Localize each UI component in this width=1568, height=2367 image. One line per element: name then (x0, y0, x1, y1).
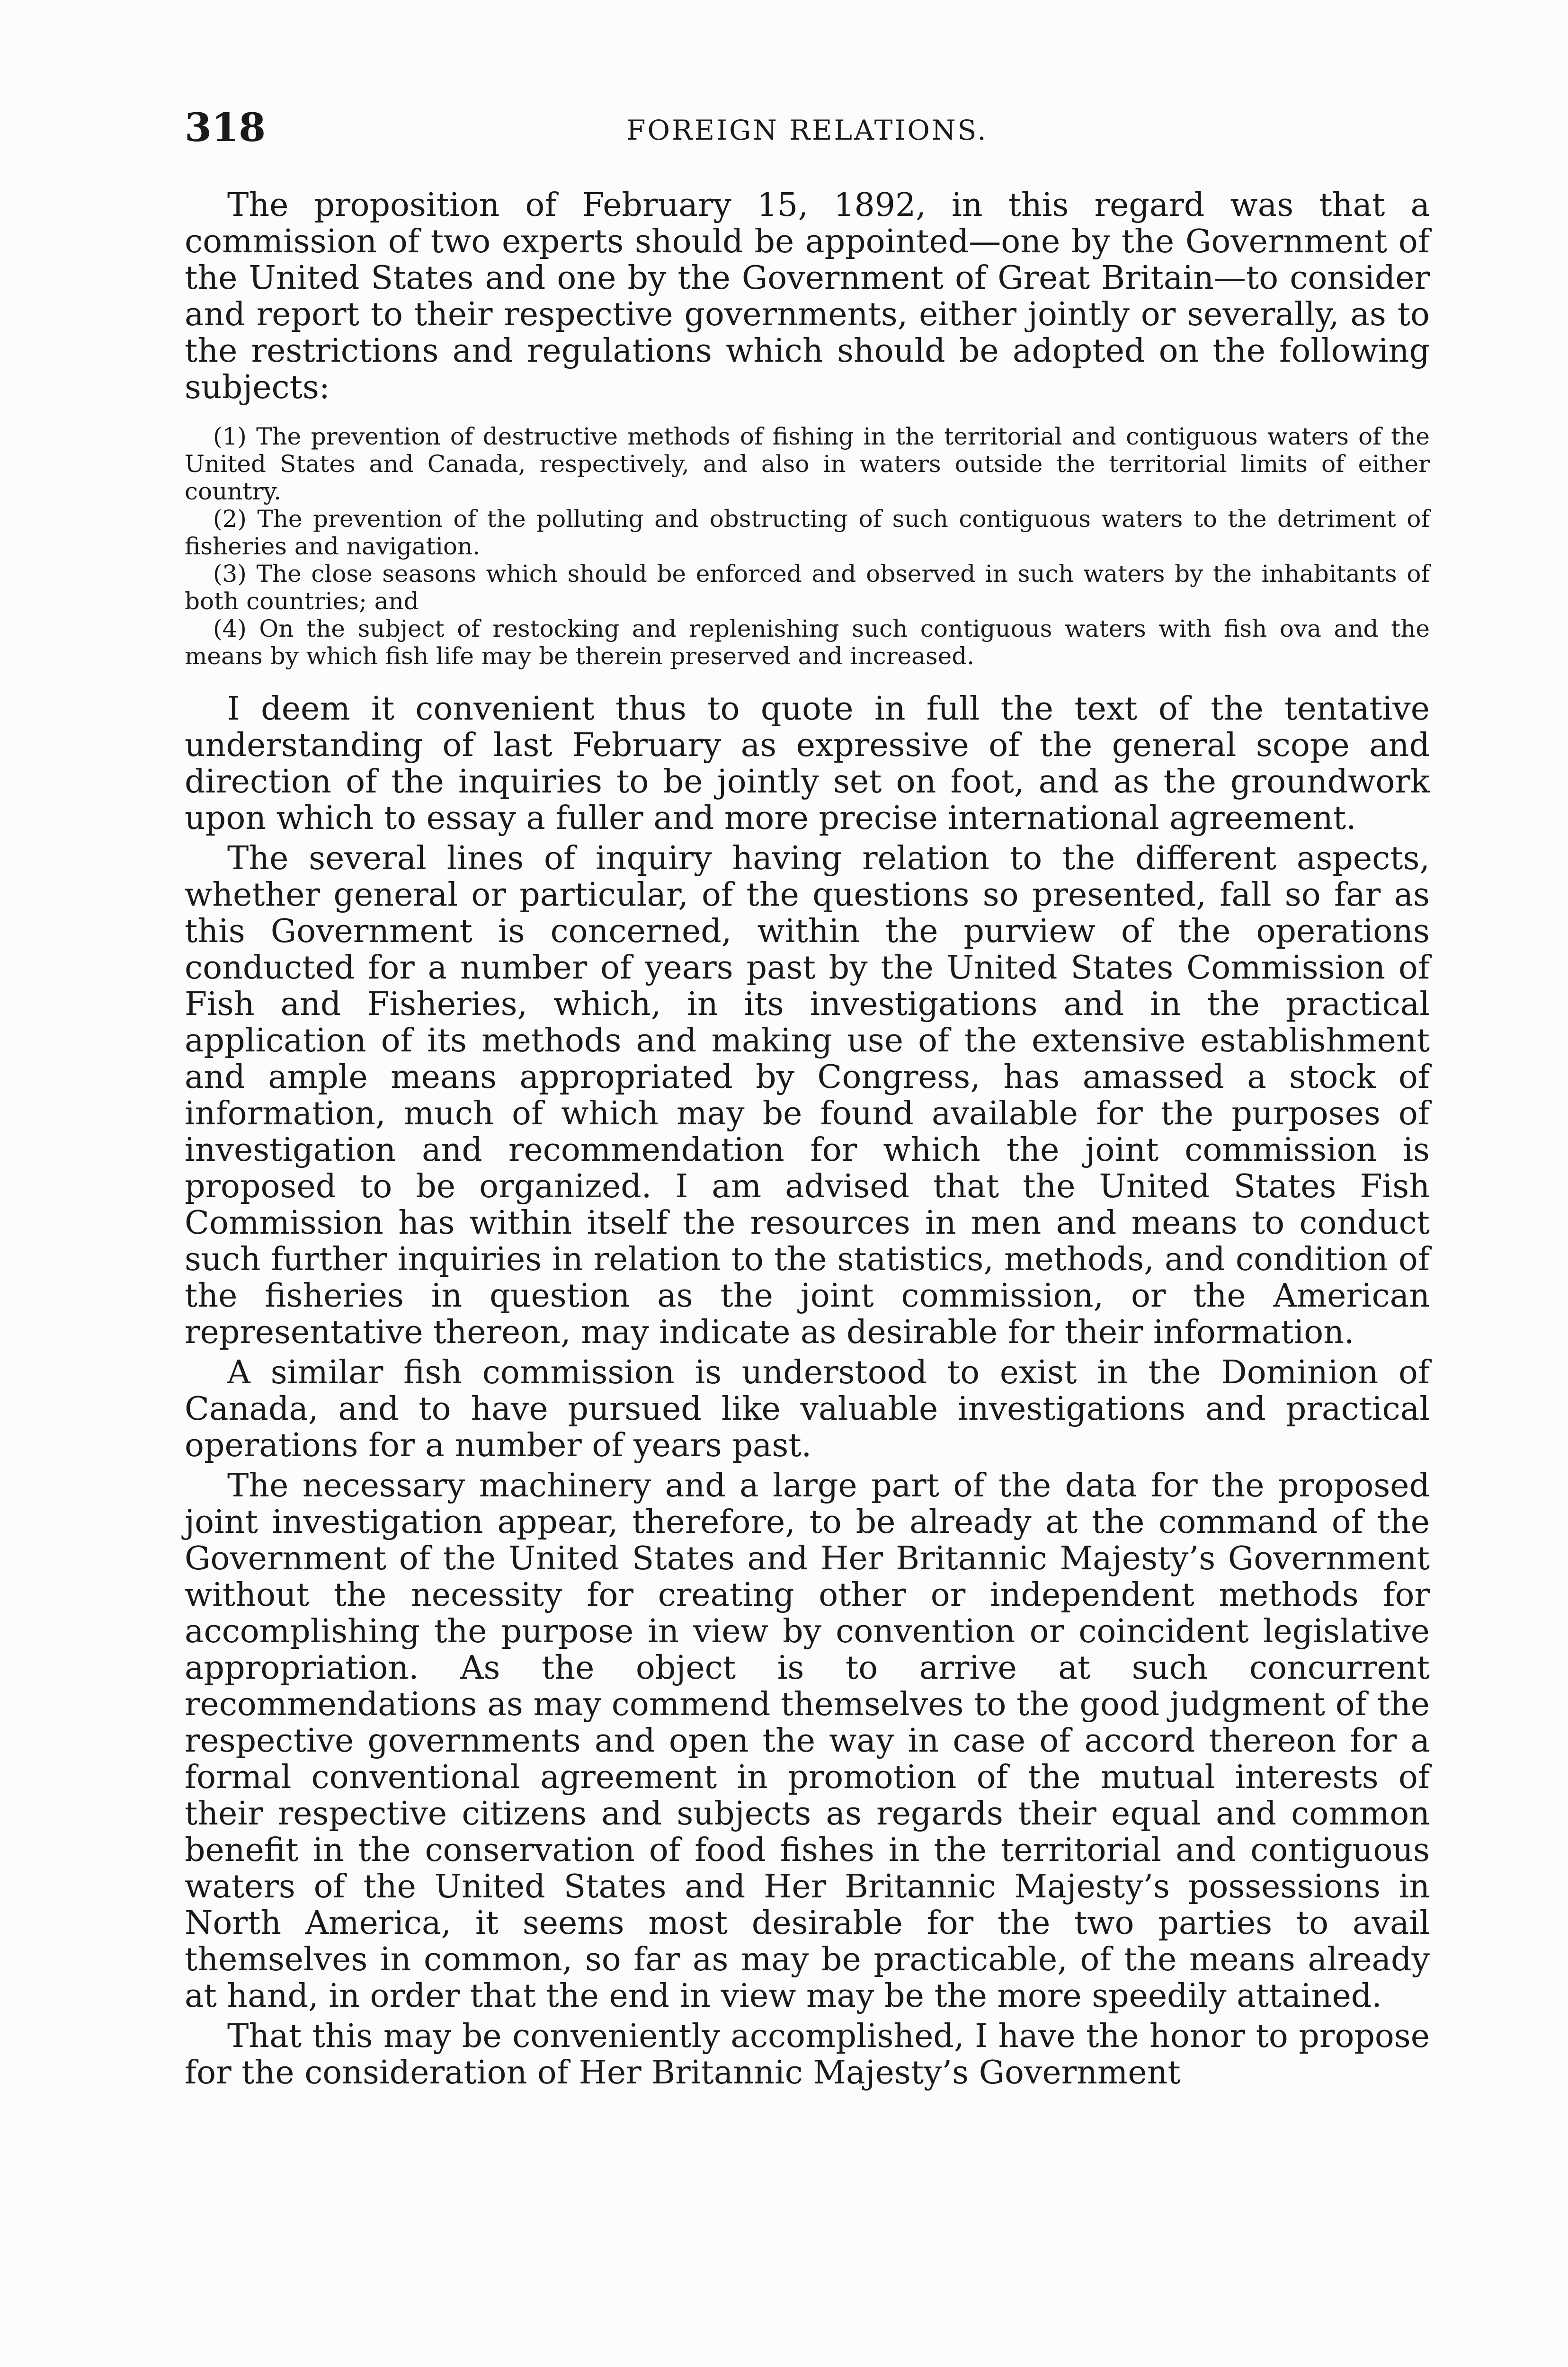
page-header (185, 102, 1430, 159)
paragraph-inquiry: The several lines of inquiry having relation to the different aspects, whether general or particular, of the questions so presented, fall so far as this Government is concerned, within the purview of the operations conducted for a number of years past by the United States Commission of Fish and Fisheries, which, in its investigations and in the practical application of its methods and making use of the extensive establishment and ample means appropriated by Congress, has amassed a stock of information, much of which may be found available for the purposes of investigation and recommendation for which the joint commission is proposed to be organized. I am advised that the United States Fish Commission has within itself the resources in men and means to conduct such further inquiries in relation to the statistics, methods, and condition of the fisheries in question as the joint commission, or the American representative thereon, may indicate as desirable for their information. (185, 840, 1430, 1351)
running-title: FOREIGN RELATIONS. (626, 114, 988, 146)
list-item: (2) The prevention of the polluting and obstructing of such contiguous waters to the detriment of fisheries and navigation. (185, 505, 1430, 560)
paragraph-proposition: The proposition of February 15, 1892, in this regard was that a commission of two experts should be appointed—one by the Government of the United States and one by the Government of Great Britain—to consider and report to their respective governments, either jointly or severally, as to the restrictions and regulations which should be adopted on the following subjects: (185, 187, 1430, 406)
paragraph-convenient: I deem it convenient thus to quote in full the text of the tentative understanding of last February as expressive of the general scope and direction of the inquiries to be jointly set on foot, and as the groundwork upon which to essay a fuller and more precise international agreement. (185, 690, 1430, 837)
paragraph-proposal: That this may be conveniently accomplished, I have the honor to propose for the consideration of Her Britannic Majesty’s Government (185, 2018, 1430, 2091)
page-number: 318 (185, 105, 266, 151)
body-text (185, 187, 1430, 2091)
subject-list (185, 423, 1430, 670)
paragraph-canada: A similar fish commission is understood to exist in the Dominion of Canada, and to have pursued like valuable investigations and practical operations for a number of years past. (185, 1354, 1430, 1464)
list-item: (3) The close seasons which should be enforced and observed in such waters by the inhabitants of both countries; and (185, 560, 1430, 615)
list-item: (1) The prevention of destructive methods of fishing in the territorial and contiguous waters of the United States and Canada, respectively, and also in waters outside the territorial limits of either country. (185, 423, 1430, 505)
paragraph-machinery: The necessary machinery and a large part of the data for the proposed joint investigation appear, therefore, to be already at the command of the Government of the United States and Her Britannic Majesty’s Government without the necessity for creating other or independent methods for accomplishing the purpose in view by convention or coincident legislative appropriation. As the object is to arrive at such concurrent recommendations as may commend themselves to the good judgment of the respective governments and open the way in case of accord thereon for a formal conventional agreement in promotion of the mutual interests of their respective citizens and subjects as regards their equal and common benefit in the conservation of food fishes in the territorial and contiguous waters of the United States and Her Britannic Majesty’s possessions in North America, it seems most desirable for the two parties to avail themselves in common, so far as may be practicable, of the means already at hand, in order that the end in view may be the more speedily attained. (185, 1467, 1430, 2015)
list-item: (4) On the subject of restocking and replenishing such contiguous waters with fish ova and the means by which fish life may be therein preserved and increased. (185, 615, 1430, 670)
